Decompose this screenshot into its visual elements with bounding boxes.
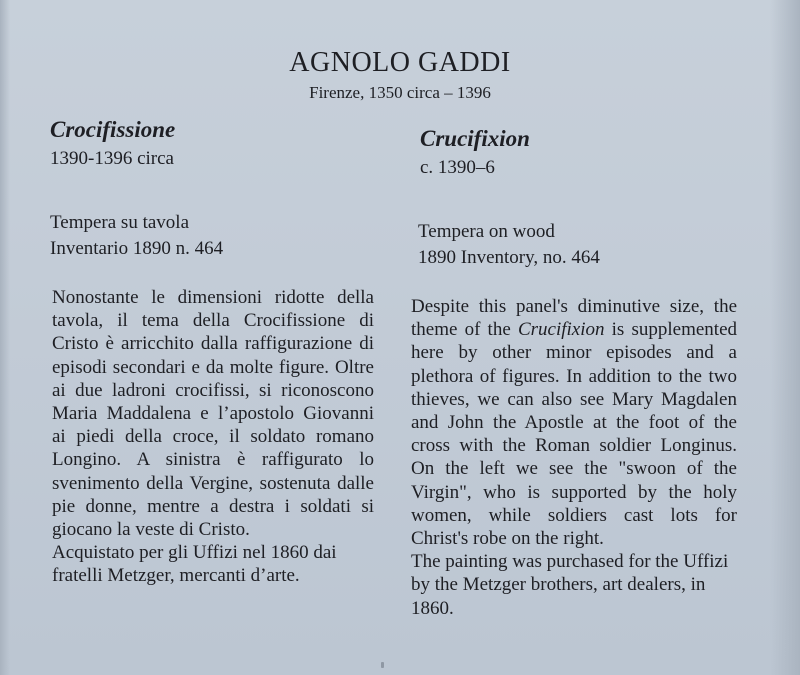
italian-provenance: Acquistato per gli Uffizi nel 1860 dai fratelli Metzger, mercanti d’arte. <box>52 542 337 587</box>
english-body <box>411 295 737 620</box>
artist-name: AGNOLO GADDI <box>289 47 511 78</box>
italian-date: 1390-1396 circa <box>50 148 174 169</box>
english-medium: Tempera on wood <box>418 221 555 242</box>
english-inventory: 1890 Inventory, no. 464 <box>418 247 600 268</box>
panel-scratch <box>381 662 384 668</box>
artist-dates: Firenze, 1350 circa – 1396 <box>309 83 491 102</box>
english-description-italic: Crucifixion <box>517 319 605 341</box>
italian-body <box>52 286 374 588</box>
english-title: Crucifixion <box>420 126 530 151</box>
italian-description: Nonostante le dimensioni ridotte della tavola, il tema della Crocifissione di Cristo è arricchito dalla raffigurazione di episodi secondari e da molte figure. Oltre ai due ladroni crocifissi, si riconoscono Maria Maddalena e l’apostolo Giovanni ai piedi della croce, il soldato romano Longino. A sinistra è raffigurato lo svenimento della Vergine, sostenuta dalle pie donne, mentre a destra i soldati si giocano la veste di Cristo. <box>52 287 374 541</box>
label-header <box>0 46 800 104</box>
english-description-part2: is supplemented here by other minor episodes and a plethora of figures. In addition to the two thieves, we can also see Mary Magdalen and John the Apostle at the foot of the cross with the Roman soldier Longinus. On the left we see the "swoon of the Virgin", who is supported by the holy women, while soldiers cast lots for Christ's robe on the right. <box>411 319 738 550</box>
english-date: c. 1390–6 <box>420 157 495 178</box>
italian-medium: Tempera su tavola <box>50 212 190 233</box>
italian-title: Crocifissione <box>50 117 176 142</box>
english-provenance: The painting was purchased for the Uffizi by the Metzger brothers, art dealers, in 1860. <box>411 551 729 619</box>
italian-inventory: Inventario 1890 n. 464 <box>50 238 224 259</box>
english-description <box>411 295 737 550</box>
english-description-part1: Despite this panel's diminutive size, the theme of the <box>411 296 737 341</box>
